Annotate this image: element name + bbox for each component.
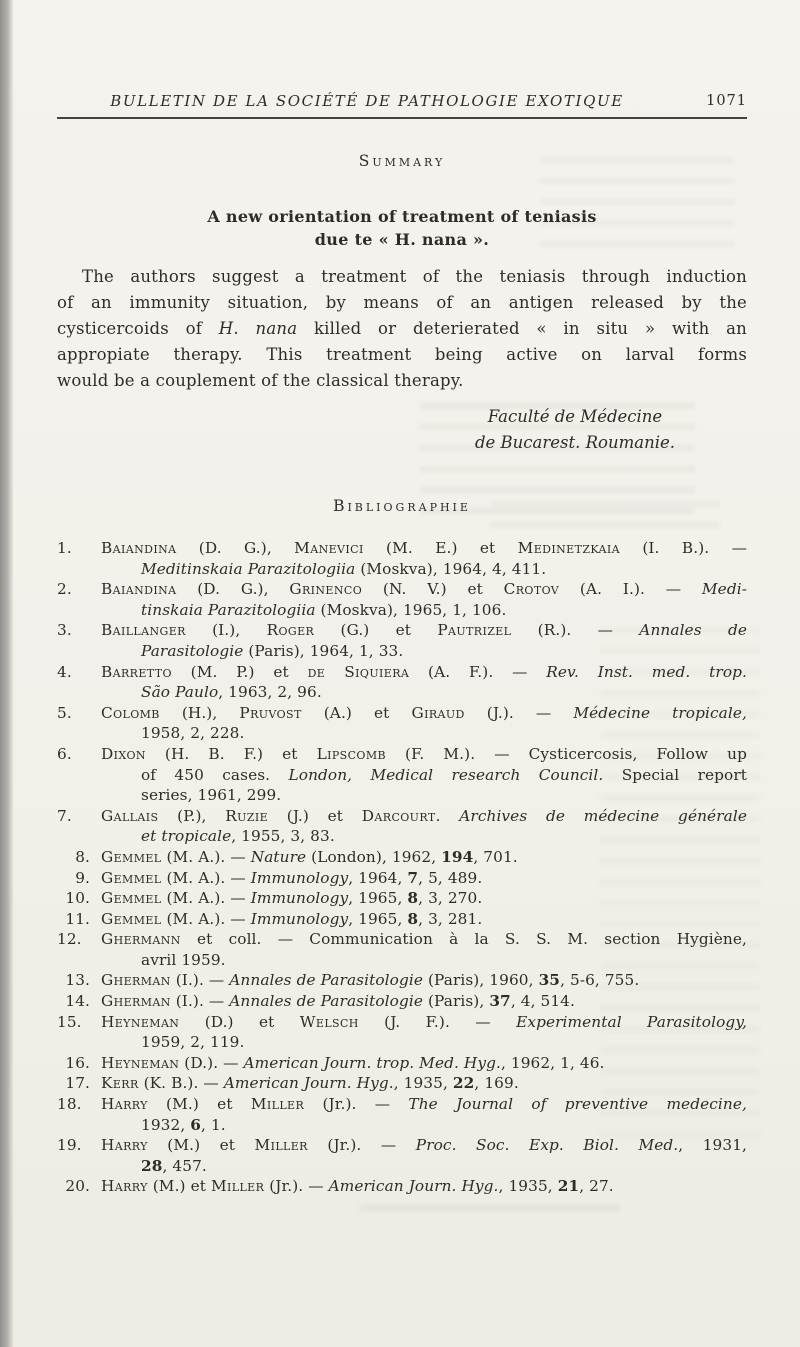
text-segment: 7 <box>407 868 419 887</box>
text-segment: Harry <box>101 1177 148 1196</box>
text-segment: 1932, <box>141 1115 191 1134</box>
text-segment: (I. B.). — <box>619 539 747 557</box>
text-segment: , 1963, 2, 96. <box>218 683 322 702</box>
text-segment: 28 <box>141 1156 163 1175</box>
bibliography-line <box>57 765 747 786</box>
text-segment: killed or deterierated « in situ » with an <box>297 319 747 338</box>
text-segment: (Jr.). — <box>304 1095 409 1114</box>
entry-number: 12. <box>57 930 82 949</box>
bibliography-line <box>57 682 747 703</box>
text-segment: Special report <box>603 765 747 784</box>
entry-number: 6. <box>57 744 72 763</box>
abstract-line <box>57 368 747 394</box>
text-segment: (H.), <box>159 703 240 722</box>
text-segment: et tropicale <box>141 827 232 846</box>
bibliography-line <box>57 559 747 580</box>
bibliography-entry <box>57 991 747 1012</box>
text-segment: Colomb <box>101 703 160 722</box>
text-segment: , 1955, 3, 83. <box>231 827 335 846</box>
text-segment: American Journ. Hyg. <box>223 1074 394 1093</box>
scan-edge-strip <box>0 0 14 1347</box>
text-segment: (I.), <box>185 621 267 640</box>
text-segment: Baiandina <box>101 539 177 557</box>
bibliography-line <box>57 785 747 806</box>
text-segment: 22 <box>452 1074 475 1093</box>
text-segment: Rev. Inst. med. trop. <box>546 662 747 681</box>
text-segment: (J.) et <box>268 806 362 825</box>
text-segment: Gherman <box>101 992 171 1011</box>
text-segment: Heyneman <box>101 1012 180 1031</box>
text-segment: , 1964, <box>348 868 408 887</box>
text-segment: 1959, 2, 119. <box>141 1033 245 1052</box>
text-segment: , 1. <box>201 1115 226 1134</box>
page-header <box>57 92 747 110</box>
abstract-line <box>57 316 747 342</box>
abstract-line <box>57 342 747 368</box>
text-segment: 37 <box>489 992 511 1011</box>
text-segment: Immunology <box>250 889 349 908</box>
text-segment: Harry <box>101 1095 148 1114</box>
text-segment: (I.). — <box>170 992 230 1011</box>
text-segment: (J. F.). — <box>358 1012 517 1031</box>
text-segment: H. nana <box>218 319 298 338</box>
bibliography-entry <box>57 868 747 889</box>
bibliography-line <box>57 1135 747 1156</box>
text-segment: Dixon <box>101 744 146 763</box>
text-segment: (M. P.) et <box>171 662 308 681</box>
text-segment: Immunology <box>250 909 349 928</box>
bibliography-entry <box>57 929 747 970</box>
journal-title: BULLETIN DE LA SOCIÉTÉ DE PATHOLOGIE EXOTIQUE <box>110 92 624 110</box>
bibliography-entry <box>57 806 747 847</box>
entry-number: 3. <box>57 621 72 640</box>
text-segment: 35 <box>538 971 561 990</box>
entry-number: 7. <box>57 806 72 825</box>
text-segment: (Paris), <box>423 992 490 1011</box>
text-segment: (P.), <box>158 806 226 825</box>
text-segment: Manevici <box>294 539 364 557</box>
summary-heading: Summary <box>358 152 446 170</box>
text-segment: Grinenco <box>289 580 363 599</box>
bibliography-line <box>57 1115 747 1136</box>
text-segment: Pautrizel <box>437 621 512 640</box>
page-number: 1071 <box>706 93 747 109</box>
text-segment: (Paris), 1960, <box>423 971 539 990</box>
text-segment: Annales de <box>639 621 747 640</box>
text-segment: , 457. <box>162 1156 207 1175</box>
text-segment: (F. M.). — Cysticercosis, Follow up <box>386 744 747 763</box>
text-segment: tinskaia Parazitologiia <box>141 600 316 619</box>
text-segment: Lipscomb <box>316 744 386 763</box>
text-segment: Gemmel <box>101 868 162 887</box>
text-segment: of 450 cases. <box>141 765 289 784</box>
bibliography-line <box>57 847 747 868</box>
text-segment: (G.) et <box>314 621 438 640</box>
bibliography-line <box>57 991 747 1012</box>
text-segment: (H. B. F.) et <box>145 744 317 763</box>
bibliography-line <box>57 970 747 991</box>
entry-number: 1. <box>57 539 72 557</box>
text-segment: Ghermann <box>101 930 181 949</box>
bibliography-entry <box>57 888 747 909</box>
text-segment: São Paulo <box>141 683 219 702</box>
bibliography-heading: Bibliographie <box>333 497 471 515</box>
text-segment: , 4, 514. <box>510 992 575 1011</box>
text-segment: et coll. — Communication à la S. S. M. section Hygiène, <box>180 930 747 949</box>
signature-affiliation: Faculté de Médecine <box>487 407 663 426</box>
text-segment: Kerr <box>101 1074 139 1093</box>
entry-number: 9. <box>75 868 90 887</box>
text-segment: , 1965, <box>348 889 408 908</box>
text-segment: (N. V.) et <box>362 580 504 599</box>
entry-number: 17. <box>65 1074 90 1093</box>
entry-number: 2. <box>57 580 72 599</box>
bibliography-line <box>57 744 747 765</box>
text-segment: 21 <box>557 1177 580 1196</box>
text-segment: (R.). — <box>511 621 640 640</box>
signature-location: de Bucarest. Roumanie. <box>474 433 676 452</box>
text-segment: (A.) et <box>301 703 412 722</box>
text-segment: Baillanger <box>101 621 186 640</box>
text-segment: Gemmel <box>101 847 162 866</box>
text-segment: Miller <box>250 1095 305 1114</box>
text-segment: Harry <box>101 1136 148 1155</box>
text-segment: Welsch <box>299 1012 359 1031</box>
text-segment: Pruvost <box>239 703 302 722</box>
text-segment: London, Medical research Council. <box>288 765 604 784</box>
text-segment: Miller <box>210 1177 265 1196</box>
bibliography-line <box>57 950 747 971</box>
text-segment: , 169. <box>474 1074 519 1093</box>
text-segment: , 27. <box>579 1177 614 1196</box>
bibliography-line <box>57 1073 747 1094</box>
text-segment: The Journal of preventive medecine, <box>408 1095 747 1114</box>
text-segment: Médecine tropicale, <box>573 703 747 722</box>
bibliography-entry <box>57 1053 747 1074</box>
text-segment: American Journ. Hyg. <box>328 1177 499 1196</box>
text-segment: (Jr.). — <box>264 1177 329 1196</box>
entry-number: 5. <box>57 703 72 722</box>
text-segment: (M. A.). — <box>161 909 251 928</box>
text-segment: , 1962, 1, 46. <box>500 1053 605 1072</box>
text-segment: would be a couplement of the classical therapy. <box>57 371 464 390</box>
entry-number: 14. <box>65 992 90 1011</box>
bibliography-line <box>57 538 747 559</box>
text-segment: (D. G.), <box>176 539 295 557</box>
text-segment: Parasitologie <box>141 641 244 660</box>
text-segment: , 3, 270. <box>418 889 483 908</box>
text-segment: Baiandina <box>101 580 177 599</box>
text-segment: Gallais <box>101 806 159 825</box>
text-segment: Meditinskaia Parazitologiia <box>141 559 356 578</box>
text-segment: Gemmel <box>101 889 162 908</box>
bibliography-entry <box>57 847 747 868</box>
text-segment: of an immunity situation, by means of an antigen released by the <box>57 293 747 312</box>
text-segment: Archives de médecine générale <box>459 806 747 825</box>
text-segment: 8 <box>407 889 419 908</box>
article-title-line1: A new orientation of treatment of teniasis <box>207 207 597 226</box>
bibliography-line <box>57 1053 747 1074</box>
text-segment: Proc. Soc. Exp. Biol. Med. <box>415 1136 679 1155</box>
text-segment: Medi- <box>701 580 747 599</box>
abstract-line <box>57 264 747 290</box>
entry-number: 20. <box>65 1177 90 1196</box>
entry-number: 13. <box>65 971 90 990</box>
entry-number: 10. <box>65 889 90 908</box>
text-segment: (A. F.). — <box>409 662 547 681</box>
text-segment: (D.) et <box>179 1012 300 1031</box>
bibliography-entry <box>57 909 747 930</box>
text-segment: series, 1961, 299. <box>141 786 282 805</box>
text-segment: (London), 1962, <box>306 847 442 866</box>
text-segment: (M.) et <box>147 1095 251 1114</box>
text-segment: 1958, 2, 228. <box>141 724 245 743</box>
text-segment: Barretto <box>101 662 172 681</box>
bibliography-line <box>57 868 747 889</box>
bibliography-entry <box>57 744 747 806</box>
text-segment: Roger <box>266 621 315 640</box>
text-segment: , 1931, <box>678 1136 748 1155</box>
entry-number: 8. <box>75 847 90 866</box>
bibliography-line <box>57 723 747 744</box>
bibliography-entry <box>57 662 747 703</box>
bleedthrough-artifact <box>360 1198 620 1214</box>
bibliography-line <box>57 579 747 600</box>
text-segment: (M.) et <box>147 1177 211 1196</box>
article-title-line2: due te « H. nana ». <box>314 230 490 249</box>
text-segment: (Jr.). — <box>307 1136 416 1155</box>
bibliography-entry <box>57 1176 747 1197</box>
bibliography-line <box>57 1032 747 1053</box>
bibliography-line <box>57 620 747 641</box>
text-segment: appropiate therapy. This treatment being active on larval forms <box>57 345 747 364</box>
text-segment: (M. A.). — <box>161 847 251 866</box>
text-segment: , 3, 281. <box>418 909 483 928</box>
bibliography-entry <box>57 970 747 991</box>
text-segment: , 701. <box>473 847 518 866</box>
text-segment: (Moskva), 1965, 1, 106. <box>315 600 507 619</box>
text-segment: (K. B.). — <box>138 1074 224 1093</box>
bibliography-line <box>57 1156 747 1177</box>
bibliography-line <box>57 662 747 683</box>
bibliography-line <box>57 1176 747 1197</box>
abstract-paragraph <box>57 264 747 394</box>
text-segment: (Paris), 1964, 1, 33. <box>243 641 404 660</box>
text-segment: Darcourt <box>361 806 436 825</box>
text-segment: (I.). — <box>170 971 230 990</box>
text-segment: , 5, 489. <box>418 868 483 887</box>
text-segment: Gemmel <box>101 909 162 928</box>
entry-number: 16. <box>65 1053 90 1072</box>
text-segment: , 1935, <box>393 1074 453 1093</box>
text-segment: (M. E.) et <box>363 539 518 557</box>
bibliography-entry <box>57 538 747 579</box>
bibliography-line <box>57 641 747 662</box>
text-segment: (M. A.). — <box>161 889 251 908</box>
bibliography-entry <box>57 1135 747 1176</box>
bibliography-line <box>57 909 747 930</box>
bibliography-list <box>57 538 747 1197</box>
text-segment: Miller <box>254 1136 308 1155</box>
text-segment: (J.). — <box>464 703 574 722</box>
text-segment: 194 <box>441 847 474 866</box>
text-segment: Nature <box>250 847 307 866</box>
text-segment: 6 <box>190 1115 202 1134</box>
bibliography-entry <box>57 1094 747 1135</box>
text-segment: Annales de Parasitologie <box>229 992 423 1011</box>
bibliography-line <box>57 806 747 827</box>
bibliography-line <box>57 1012 747 1033</box>
text-segment: Heyneman <box>101 1053 180 1072</box>
entry-number: 15. <box>57 1012 82 1031</box>
text-segment: , 1965, <box>348 909 408 928</box>
text-segment: Immunology <box>250 868 349 887</box>
text-segment: Ruzie <box>225 806 269 825</box>
text-segment: (D.). — <box>179 1053 244 1072</box>
text-segment: Annales de Parasitologie <box>229 971 423 990</box>
text-segment: The authors suggest a treatment of the teniasis through induction <box>82 267 747 286</box>
article-title <box>57 205 747 251</box>
text-segment: cysticercoids of <box>57 319 219 338</box>
text-segment: Giraud <box>411 703 465 722</box>
abstract-line <box>57 290 747 316</box>
text-segment: (M. A.). — <box>161 868 251 887</box>
entry-number: 4. <box>57 662 72 681</box>
text-segment: , 5-6, 755. <box>560 971 640 990</box>
text-segment: Gherman <box>101 971 171 990</box>
text-segment: American Journ. trop. Med. Hyg. <box>243 1053 501 1072</box>
text-segment: Experimental Parasitology, <box>516 1012 747 1031</box>
text-segment: Crotov <box>503 580 560 599</box>
bibliography-entry <box>57 1073 747 1094</box>
text-segment: (A. I.). — <box>559 580 702 599</box>
entry-number: 19. <box>57 1136 82 1155</box>
bibliography-entry <box>57 620 747 661</box>
text-segment: Medinetzkaia <box>517 539 620 557</box>
header-rule <box>57 117 747 119</box>
entry-number: 11. <box>65 909 90 928</box>
bibliography-line <box>57 929 747 950</box>
signature-block <box>425 404 725 456</box>
text-segment: (D. G.), <box>176 580 290 599</box>
bibliography-line <box>57 1094 747 1115</box>
bibliography-entry <box>57 579 747 620</box>
bibliography-entry <box>57 703 747 744</box>
text-segment: (Moskva), 1964, 4, 411. <box>355 559 547 578</box>
bibliography-line <box>57 826 747 847</box>
bibliography-line <box>57 888 747 909</box>
text-segment: . <box>435 806 460 825</box>
bibliography-line <box>57 703 747 724</box>
bibliography-entry <box>57 1012 747 1053</box>
entry-number: 18. <box>57 1095 82 1114</box>
bibliography-line <box>57 600 747 621</box>
text-segment: (M.) et <box>147 1136 255 1155</box>
text-segment: , 1935, <box>498 1177 558 1196</box>
text-segment: 8 <box>407 909 419 928</box>
text-segment: avril 1959. <box>141 950 226 969</box>
text-segment: de Siquiera <box>307 662 410 681</box>
